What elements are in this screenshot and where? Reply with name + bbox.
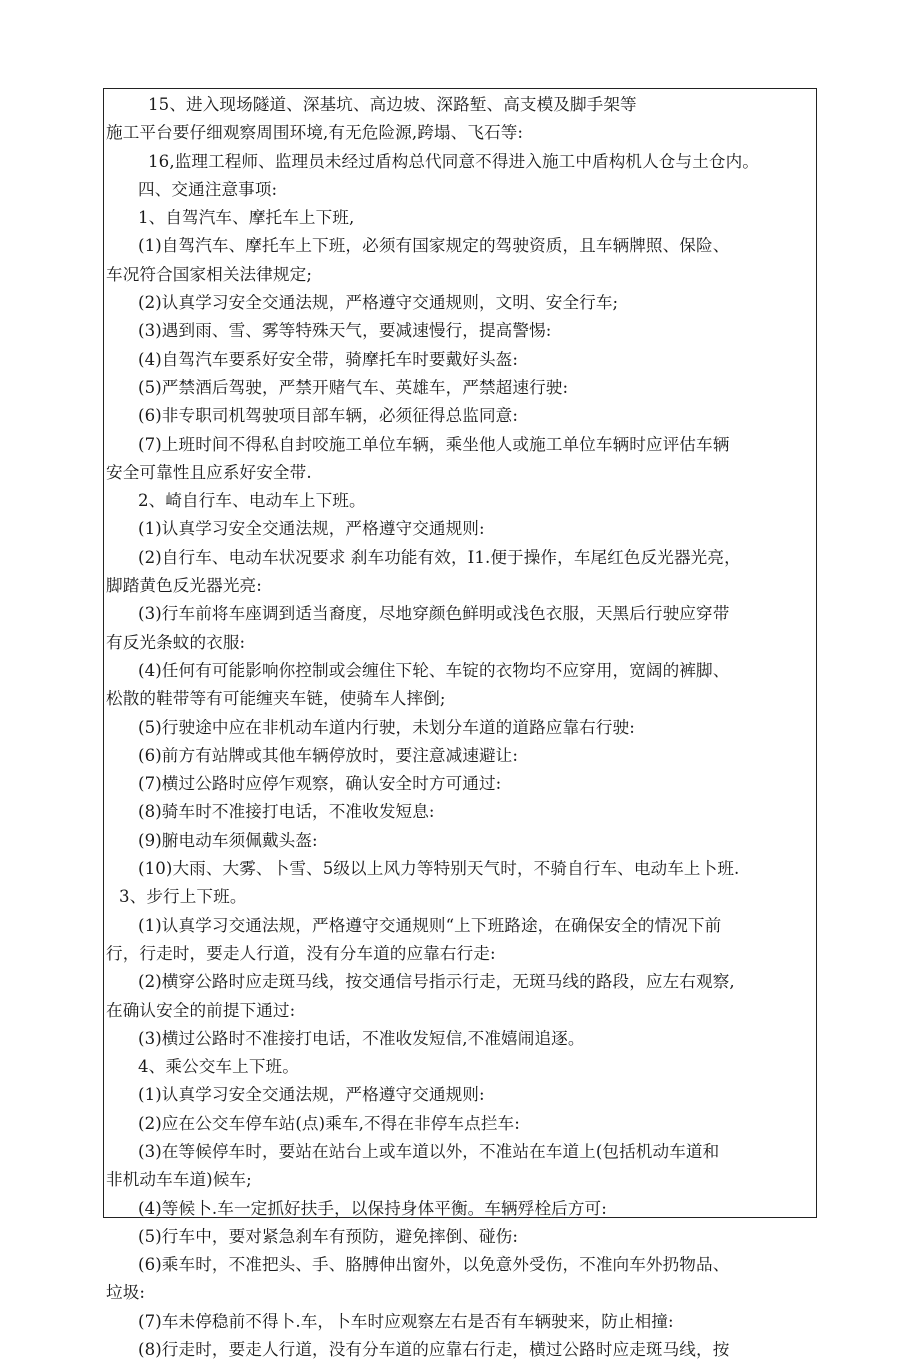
text-line: (7)车未停稳前不得卜.车，卜车时应观察左右是否有车辆驶来，防止相撞: xyxy=(138,1311,674,1331)
text-line: (2)横穿公路时应走斑马线，按交通信号指示行走，无斑马线的路段，应左右观察, xyxy=(138,972,735,992)
text-line: 行，行走时，要走人行道，没有分车道的应靠右行走: xyxy=(106,943,496,963)
text-line: 安全可靠性且应系好安全带. xyxy=(106,462,312,482)
text-line: (10)大雨、大雾、卜雪、5级以上风力等特别天气时，不骑自行车、电动车上卜班. xyxy=(138,859,740,879)
text-line: 车况符合国家相关法律规定; xyxy=(106,264,313,284)
text-line: (3)遇到雨、雪、雾等特殊天气，要减速慢行，提高警惕: xyxy=(138,321,552,341)
text-line: (1)认真学习安全交通法规，严格遵守交通规则: xyxy=(138,1085,485,1105)
text-line: (1)自驾汽车、摩托车上下班，必须有国家规定的驾驶资质，且车辆牌照、保险、 xyxy=(138,236,730,256)
text-line: 1、自驾汽车、摩托车上下班, xyxy=(138,208,355,228)
text-line: (5)严禁酒后驾驶，严禁开赌气车、英雄车，严禁超速行驶: xyxy=(138,377,569,397)
text-line: (5)行车中，要对紧急刹车有预防，避免摔倒、碰伤: xyxy=(138,1226,519,1246)
text-line: (8)骑车时不准接打电话，不准收发短息: xyxy=(138,802,435,822)
text-line: 施工平台要仔细观察周围环境,有无危险源,跨塌、飞石等: xyxy=(106,123,524,143)
text-line: (3)行车前将车座调到适当裔度，尽地穿颜色鲜明或浅色衣服，天黑后行驶应穿带 xyxy=(138,604,730,624)
text-line: 4、乘公交车上下班。 xyxy=(138,1057,299,1077)
text-line: (6)非专职司机驾驶项目部车辆，必须征得总监同意: xyxy=(138,406,519,426)
text-line: (4)任何有可能影响你控制或会缠住下轮、车锭的衣物均不应穿用，宽阔的裤脚、 xyxy=(138,660,730,680)
text-line: (7)横过公路时应停乍观察，确认安全时方可通过: xyxy=(138,774,502,794)
text-line: (2)应在公交车停车站(点)乘车,不得在非停车点拦车: xyxy=(138,1113,520,1133)
document-body xyxy=(104,91,816,1364)
text-line: 2、崎自行车、电动车上下班。 xyxy=(138,491,366,511)
text-line: 15、进入现场隧道、深基坑、高边坡、深路堑、高支模及脚手架等 xyxy=(148,95,637,114)
text-line: 脚踏黄色反光器光亮: xyxy=(106,576,262,596)
text-line: (2)认真学习安全交通法规，严格遵守交通规则，文明、安全行车; xyxy=(138,293,619,313)
text-line: (3)在等候停车时，要站在站台上或车道以外，不准站在车道上(包括机动车道和 xyxy=(138,1141,720,1161)
text-line: (4)自驾汽车要系好安全带，骑摩托车时要戴好头盔: xyxy=(138,349,519,369)
text-line: (8)行走时，要走人行道，没有分车道的应靠右行走，横过公路时应走斑马线，按 xyxy=(138,1340,730,1360)
document-table-cell xyxy=(103,88,817,1360)
text-line: 3、步行上下班。 xyxy=(119,887,247,907)
text-line: (1)认真学习安全交通法规，严格遵守交通规则: xyxy=(138,519,485,539)
text-line: 16,监理工程师、监理员未经过盾构总代同意不得进入施工中盾构机人仓与土仓内。 xyxy=(148,151,759,171)
text-line: (6)前方有站牌或其他车辆停放时，要注意减速避让: xyxy=(138,745,519,765)
text-line: (2)自行车、电动车状况要求 刹车功能有效，I1.便于操作，车尾红色反光器光亮， xyxy=(138,547,741,567)
text-line: (1)认真学习交通法规，严格遵守交通规则“上下班路途，在确保安全的情况下前 xyxy=(138,915,722,935)
text-line: 有反光条蚊的衣服: xyxy=(106,632,246,652)
text-line: 四、交通注意事项: xyxy=(138,179,278,199)
text-line: 垃圾: xyxy=(106,1283,146,1303)
text-line: (5)行驶途中应在非机动车道内行驶，未划分车道的道路应靠右行驶: xyxy=(138,717,635,737)
text-line: (4)等候卜.车一定抓好扶手，以保持身体平衡。车辆殍栓后方可: xyxy=(138,1198,607,1218)
text-line: 松散的鞋带等有可能缠夹车链，使骑车人摔倒; xyxy=(106,689,446,709)
text-line: (7)上班时间不得私自封咬施工单位车辆，乘坐他人或施工单位车辆时应评估车辆 xyxy=(138,434,730,454)
text-line: (3)横过公路时不准接打电话，不准收发短信,不准嬉闹追逐。 xyxy=(138,1028,585,1048)
text-line: (6)乘车时，不准把头、手、胳膊伸出窗外，以免意外受伤，不准向车外扔物品、 xyxy=(138,1255,730,1275)
text-line: 在确认安全的前提下通过: xyxy=(106,1000,296,1020)
text-line: (9)腑电动车须佩戴头盔: xyxy=(138,830,318,850)
text-line: 非机动车车道)候车; xyxy=(106,1170,252,1190)
table-bottom-border xyxy=(103,1217,817,1218)
